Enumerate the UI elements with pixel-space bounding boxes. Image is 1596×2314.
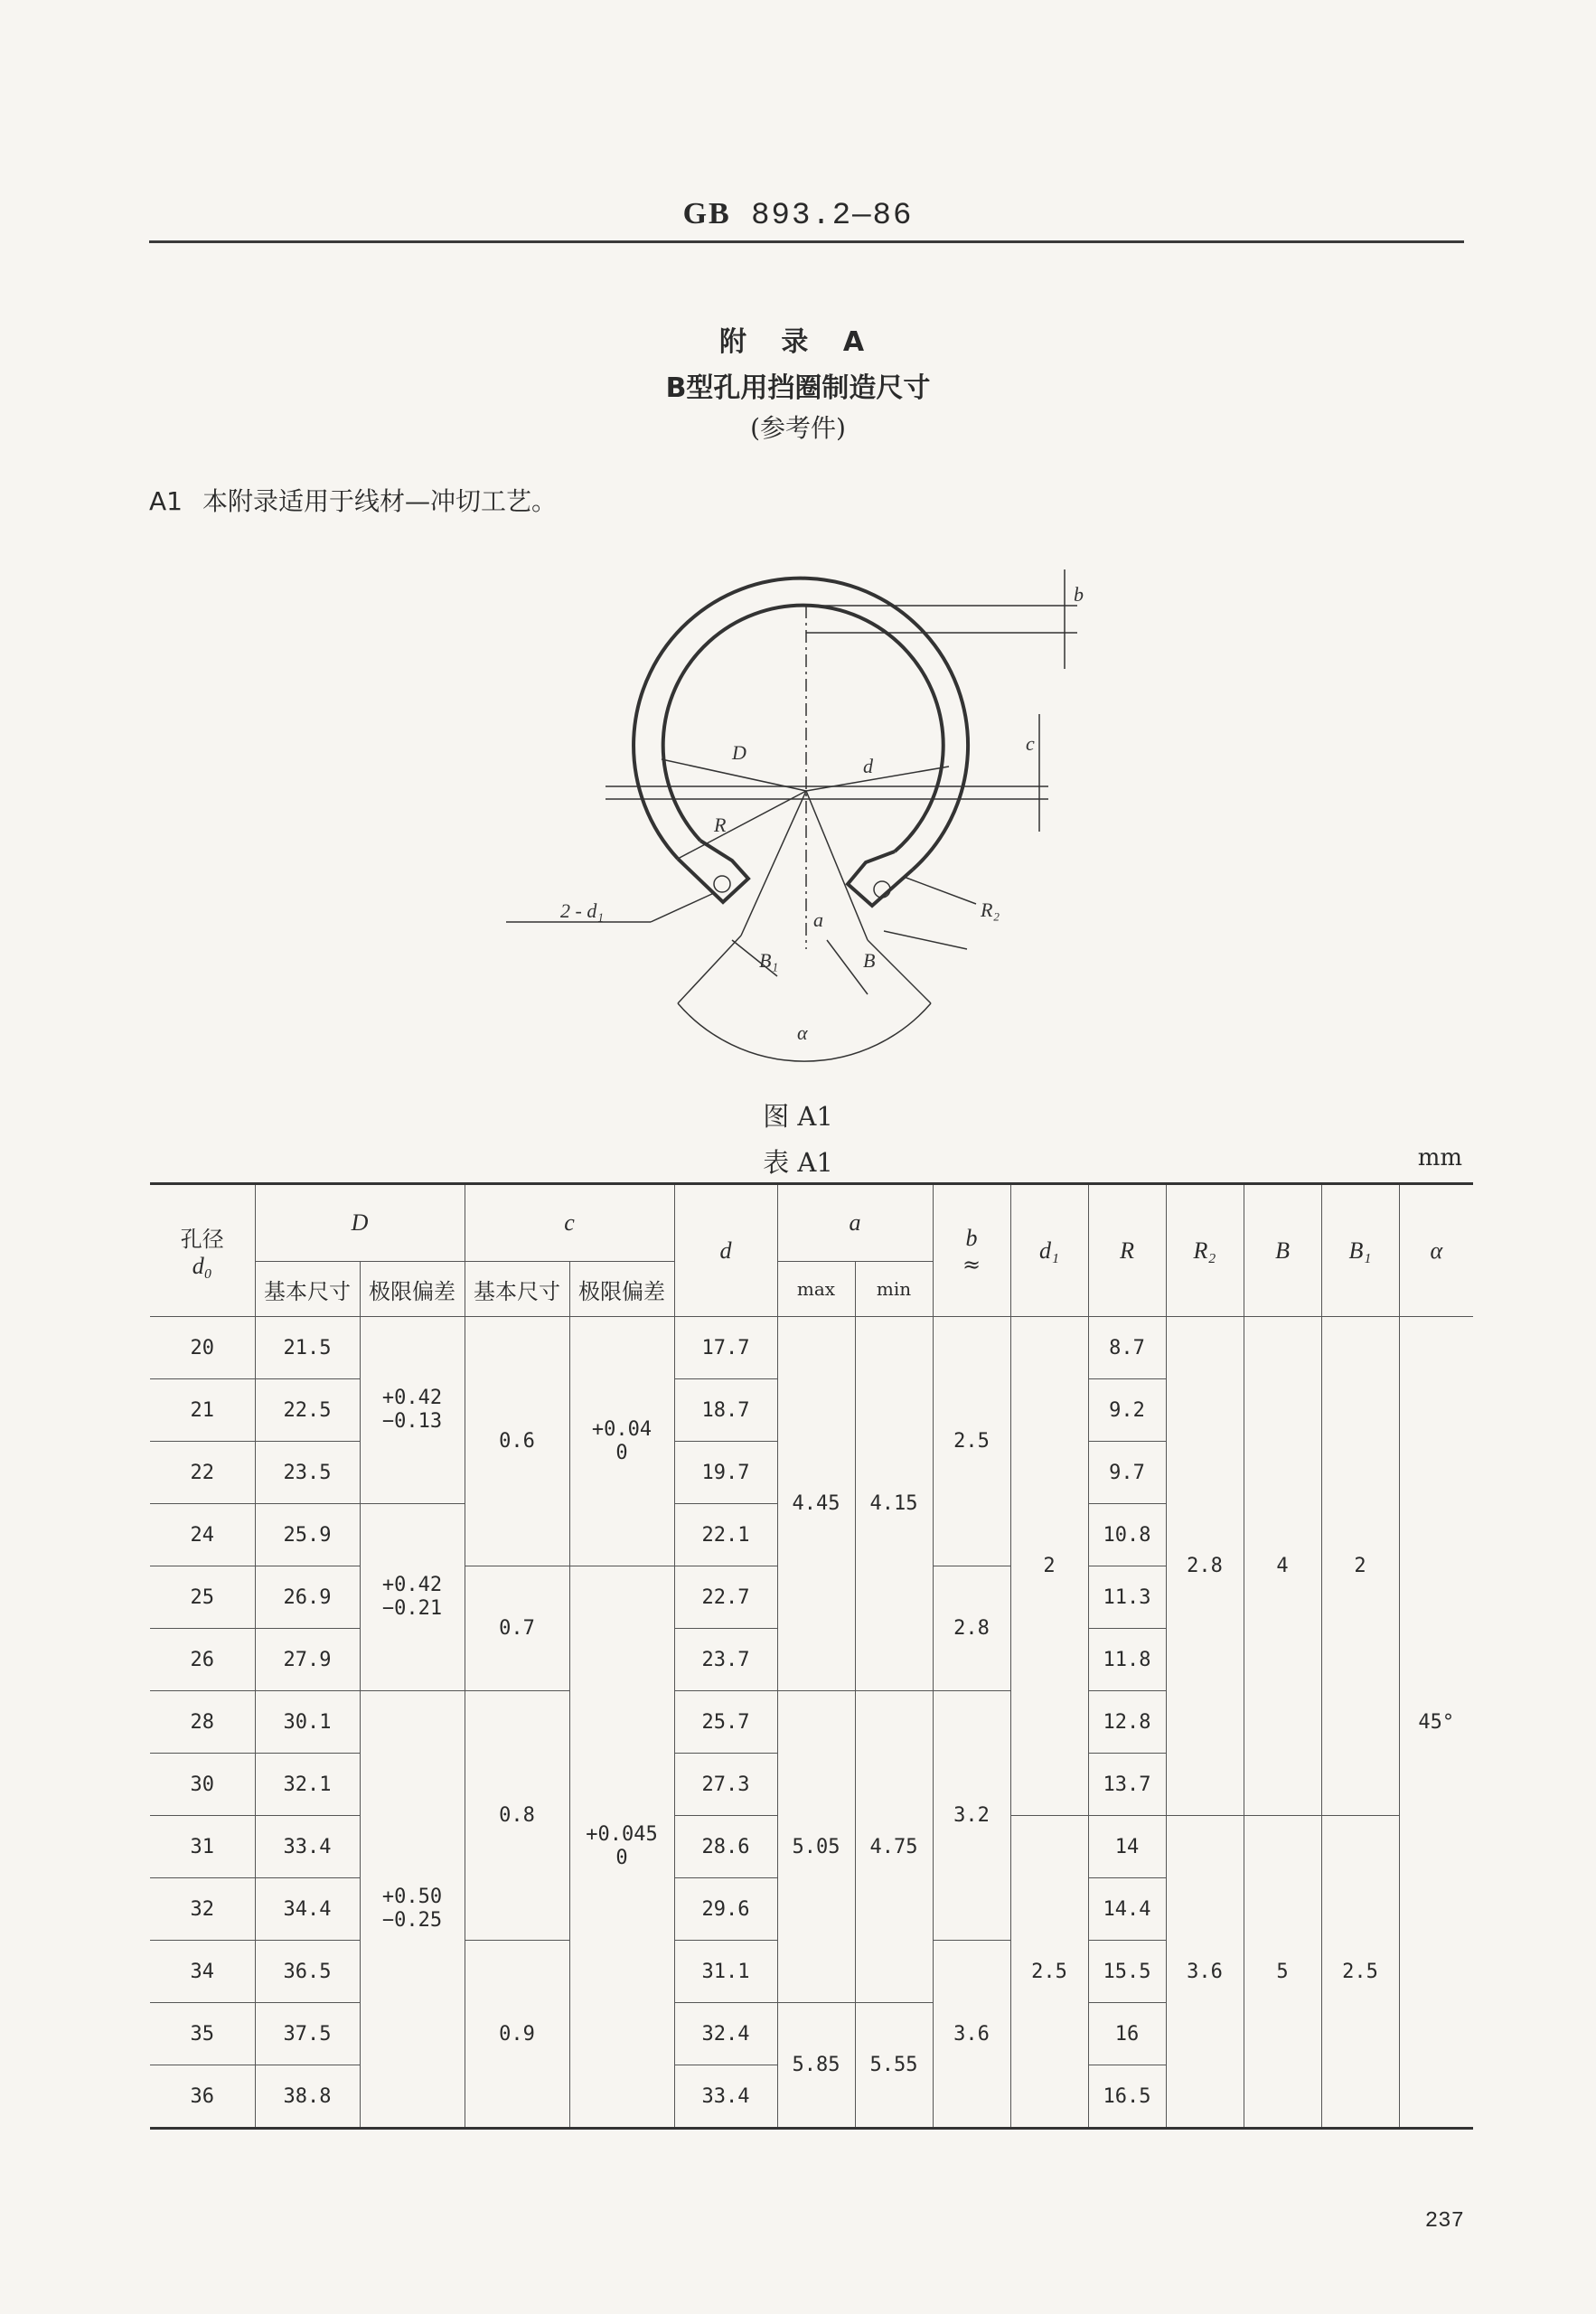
cell-b: 3.6: [933, 1941, 1010, 2129]
cell-B: 4: [1244, 1317, 1321, 1816]
header-d1: d₁: [1010, 1184, 1088, 1317]
tol-lower: 0: [615, 1441, 628, 1464]
label-a-small: a: [813, 908, 823, 931]
cell-a-max: 5.05: [777, 1691, 855, 2003]
cell-d: 27.3: [674, 1754, 777, 1816]
header-c-tolerance: 极限偏差: [569, 1262, 674, 1317]
cell-D-basic: 33.4: [255, 1816, 360, 1878]
header-hole-label: 孔径: [180, 1227, 224, 1252]
page-number: 237: [1424, 2209, 1464, 2234]
cell-d: 28.6: [674, 1816, 777, 1878]
cell-d: 25.7: [674, 1691, 777, 1754]
header-alpha: α: [1399, 1184, 1473, 1317]
cell-B1: 2.5: [1321, 1816, 1399, 2129]
cell-R: 14.4: [1088, 1878, 1166, 1941]
cell-R: 11.8: [1088, 1629, 1166, 1691]
cell-R: 9.7: [1088, 1442, 1166, 1504]
table-row: [150, 1317, 1473, 1379]
cell-a-max: 5.85: [777, 2003, 855, 2129]
cell-R: 12.8: [1088, 1691, 1166, 1754]
retaining-ring-drawing: [506, 569, 1121, 1076]
cell-D-basic: 23.5: [255, 1442, 360, 1504]
label-B: B: [863, 949, 876, 972]
cell-d1: 2.5: [1010, 1816, 1088, 2129]
cell-c-basic: 0.8: [465, 1691, 569, 1941]
label-b: b: [1074, 583, 1084, 606]
header-a-min: min: [855, 1262, 933, 1317]
cell-R: 9.2: [1088, 1379, 1166, 1442]
cell-D-tol: [360, 1317, 465, 1504]
cell-d: 32.4: [674, 2003, 777, 2065]
cell-b: 2.8: [933, 1566, 1010, 1691]
paragraph-text: 本附录适用于线材—冲切工艺。: [202, 486, 557, 516]
cell-d0: 31: [150, 1816, 255, 1878]
cell-b: 2.5: [933, 1317, 1010, 1566]
cell-R: 15.5: [1088, 1941, 1166, 2003]
label-alpha: α: [797, 1021, 808, 1044]
cell-d0: 36: [150, 2065, 255, 2129]
tol-upper: +0.045: [586, 1823, 658, 1846]
header-a-max: max: [777, 1262, 855, 1317]
tol-lower: −0.25: [381, 1909, 443, 1932]
cell-d: 18.7: [674, 1379, 777, 1442]
cell-d: 17.7: [674, 1317, 777, 1379]
tol-upper: +0.42: [381, 1574, 443, 1596]
cell-d0: 21: [150, 1379, 255, 1442]
cell-R2: 2.8: [1166, 1317, 1244, 1816]
cell-D-basic: 32.1: [255, 1754, 360, 1816]
cell-R: 16: [1088, 2003, 1166, 2065]
header-d: d: [674, 1184, 777, 1317]
cell-b: 3.2: [933, 1691, 1010, 1941]
table-unit: mm: [1417, 1144, 1462, 1171]
header-B: B: [1244, 1184, 1321, 1317]
standard-prefix: GB: [682, 197, 731, 230]
cell-D-tol: [360, 1691, 465, 2129]
header-c: c: [465, 1184, 674, 1262]
cell-d: 33.4: [674, 2065, 777, 2129]
cell-c-basic: 0.7: [465, 1566, 569, 1691]
cell-d: 23.7: [674, 1629, 777, 1691]
header-a: a: [777, 1184, 933, 1262]
standard-code: [0, 197, 1596, 233]
figure-caption: 图 A1: [763, 1101, 833, 1132]
tol-upper: +0.42: [381, 1387, 443, 1409]
cell-D-tol: [360, 1504, 465, 1691]
label-R2: R₂: [981, 898, 1000, 921]
cell-d0: 20: [150, 1317, 255, 1379]
paragraph-number: A1: [149, 486, 183, 516]
cell-d: 22.7: [674, 1566, 777, 1629]
cell-d: 22.1: [674, 1504, 777, 1566]
cell-D-basic: 37.5: [255, 2003, 360, 2065]
cell-d0: 30: [150, 1754, 255, 1816]
cell-d0: 32: [150, 1878, 255, 1941]
header-rule: [149, 240, 1464, 243]
header-b-label: b: [965, 1224, 978, 1251]
cell-c-tol: [569, 1566, 674, 2129]
cell-B1: 2: [1321, 1317, 1399, 1816]
cell-D-basic: 36.5: [255, 1941, 360, 2003]
dimension-table: [150, 1182, 1473, 2130]
cell-d1: 2: [1010, 1317, 1088, 1816]
cell-d0: 24: [150, 1504, 255, 1566]
appendix-subtitle: B型孔用挡圈制造尺寸: [665, 372, 931, 404]
cell-d: 19.7: [674, 1442, 777, 1504]
label-R: R: [714, 814, 727, 836]
cell-D-basic: 26.9: [255, 1566, 360, 1629]
cell-R: 13.7: [1088, 1754, 1166, 1816]
left-hole: [714, 876, 730, 892]
standard-number: 893.2—86: [751, 199, 914, 233]
cell-d0: 34: [150, 1941, 255, 2003]
cell-D-basic: 34.4: [255, 1878, 360, 1941]
header-B1: B₁: [1321, 1184, 1399, 1317]
cell-d: 31.1: [674, 1941, 777, 2003]
cell-R2: 3.6: [1166, 1816, 1244, 2129]
cell-D-basic: 27.9: [255, 1629, 360, 1691]
header-R: R: [1088, 1184, 1166, 1317]
appendix-note: (参考件): [750, 413, 846, 443]
tol-lower: 0: [615, 1847, 628, 1869]
cell-D-basic: 21.5: [255, 1317, 360, 1379]
cell-d0: 28: [150, 1691, 255, 1754]
cell-R: 16.5: [1088, 2065, 1166, 2129]
appendix-title: 附 录 A: [718, 326, 878, 358]
cell-a-min: 5.55: [855, 2003, 933, 2129]
label-B1: B₁: [759, 949, 779, 972]
cell-d0: 25: [150, 1566, 255, 1629]
cell-D-basic: 25.9: [255, 1504, 360, 1566]
cell-D-basic: 22.5: [255, 1379, 360, 1442]
cell-alpha: 45°: [1399, 1317, 1473, 2129]
tol-upper: +0.04: [591, 1417, 652, 1441]
cell-d0: 35: [150, 2003, 255, 2065]
tol-lower: −0.13: [381, 1410, 443, 1433]
cell-a-min: 4.15: [855, 1317, 933, 1691]
table-caption: 表 A1: [763, 1147, 833, 1178]
label-D: D: [732, 741, 746, 764]
tol-lower: −0.21: [381, 1597, 443, 1620]
cell-R: 14: [1088, 1816, 1166, 1878]
paragraph-a1: [149, 482, 557, 518]
header-d0: d₀: [192, 1253, 212, 1279]
label-d1: 2 - d₁: [560, 899, 604, 922]
header-c-basic: 基本尺寸: [465, 1262, 569, 1317]
header-hole: [150, 1184, 255, 1317]
header-D-tolerance: 极限偏差: [360, 1262, 465, 1317]
cell-d0: 22: [150, 1442, 255, 1504]
cell-D-basic: 38.8: [255, 2065, 360, 2129]
cell-a-max: 4.45: [777, 1317, 855, 1691]
cell-c-tol: [569, 1317, 674, 1566]
header-R2: R₂: [1166, 1184, 1244, 1317]
header-b-approx: ≈: [962, 1251, 981, 1277]
ring-inner-arc: [663, 606, 944, 851]
cell-d: 29.6: [674, 1878, 777, 1941]
cell-c-basic: 0.6: [465, 1317, 569, 1566]
cell-R: 11.3: [1088, 1566, 1166, 1629]
header-D-basic: 基本尺寸: [255, 1262, 360, 1317]
cell-d0: 26: [150, 1629, 255, 1691]
header-D: D: [255, 1184, 465, 1262]
cell-a-min: 4.75: [855, 1691, 933, 2003]
header-b: [933, 1184, 1010, 1317]
label-c: c: [1026, 732, 1035, 755]
label-d: d: [863, 755, 873, 777]
cell-B: 5: [1244, 1816, 1321, 2129]
cell-c-basic: 0.9: [465, 1941, 569, 2129]
cell-D-basic: 30.1: [255, 1691, 360, 1754]
tol-upper: +0.50: [381, 1886, 443, 1908]
cell-R: 8.7: [1088, 1317, 1166, 1379]
cell-R: 10.8: [1088, 1504, 1166, 1566]
